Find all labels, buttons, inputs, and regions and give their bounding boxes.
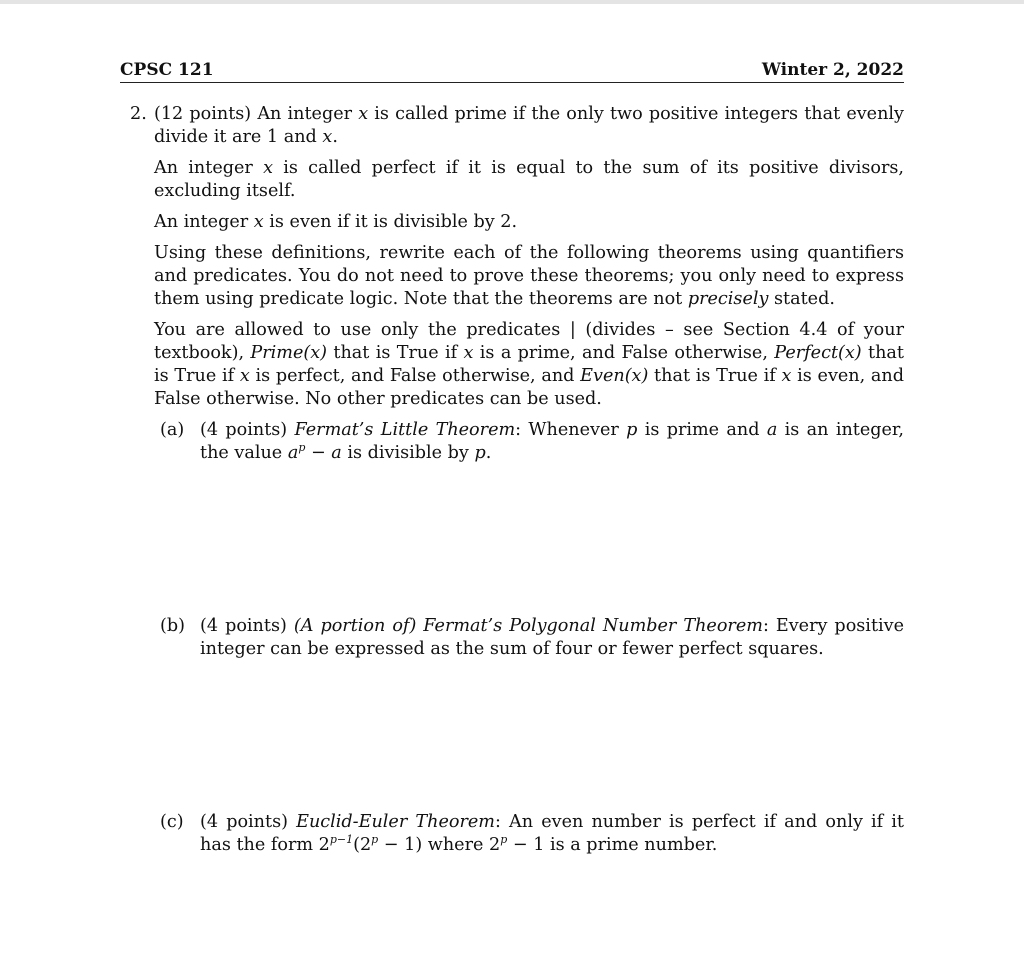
- question-number: 2.: [130, 104, 147, 124]
- prime-definition: (12 points) An integer x is called prime if the only two positive integers that evenly divide it are 1 and x.: [154, 104, 904, 147]
- part-a-text: (4 points) Fermat’s Little Theorem: Whenever p is prime and a is an integer, the value $a^p - a$ is divisible by p.: [200, 420, 904, 463]
- term-label: Winter 2, 2022: [761, 60, 904, 80]
- part-c-text: (4 points) Euclid-Euler Theorem: An even number is perfect if and only if it has the form $2^{p-1}(2^p - 1)$ where $2^p - 1$ is a prime number.: [200, 812, 904, 855]
- allowed-predicates: You are allowed to use only the predicates | (divides – see Section 4.4 of your textbook), Prime(x) that is True if x is a prime, and False otherwise, Perfect(x) that is True if x is perfect, and False otherwise, and Even(x) that is True if x is even, and False otherwise. No other predicates can be used.: [154, 320, 905, 409]
- course-title: CPSC 121: [120, 60, 214, 80]
- top-border: [0, 0, 1024, 4]
- perfect-definition: An integer x is called perfect if it is equal to the sum of its positive divisors, excluding itself.: [154, 158, 904, 201]
- part-c-label: (c): [160, 812, 184, 832]
- document-page: [120, 60, 904, 857]
- part-c: [160, 811, 904, 857]
- part-b: [160, 615, 904, 811]
- part-b-text: (4 points) (A portion of) Fermat’s Polygonal Number Theorem: Every positive integer can be expressed as the sum of four or fewer perfect squares.: [200, 616, 904, 659]
- part-a-label: (a): [160, 420, 185, 440]
- question-body: [154, 103, 904, 411]
- even-definition: An integer x is even if it is divisible by 2.: [154, 212, 518, 232]
- part-b-label: (b): [160, 616, 185, 636]
- instructions: Using these definitions, rewrite each of the following theorems using quantifiers and predicates. You do not need to prove these theorems; you only need to express them using predicate logic. Note that the theorems are not precisely stated.: [154, 243, 904, 309]
- part-a: [160, 419, 904, 615]
- page-header: [120, 60, 904, 83]
- question-2: [120, 103, 904, 857]
